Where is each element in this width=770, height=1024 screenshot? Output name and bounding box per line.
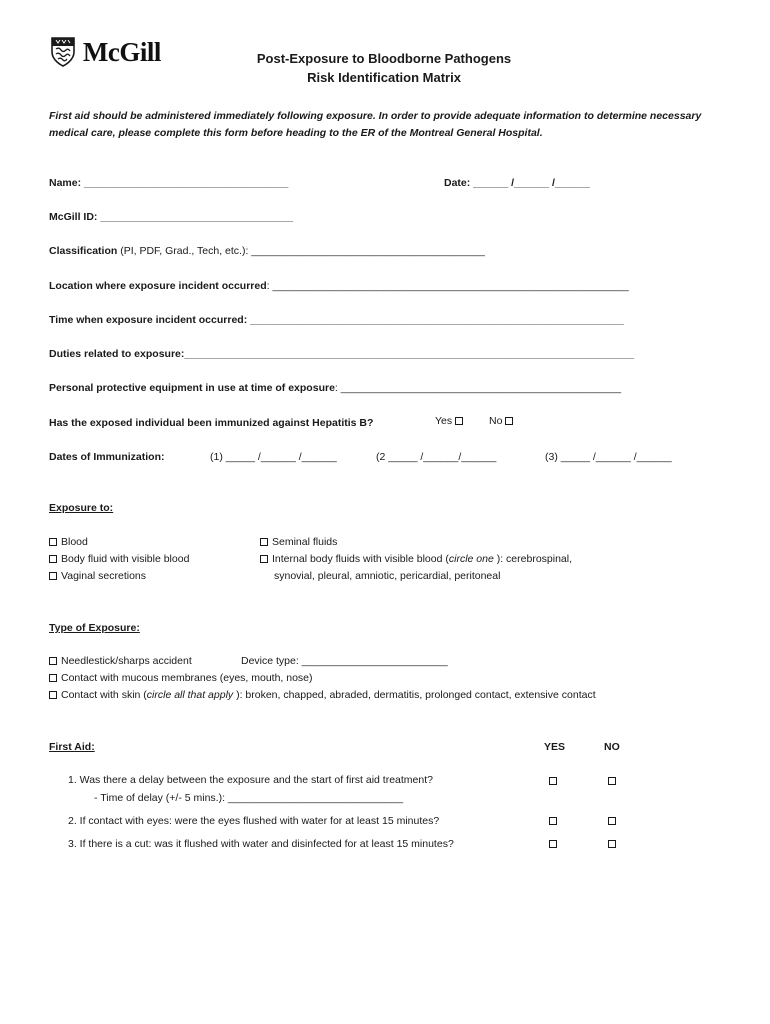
seminal-checkbox-icon[interactable] — [260, 538, 268, 546]
seminal-label: Seminal fluids — [272, 536, 338, 548]
classification-label: Classification — [49, 245, 118, 257]
q1-yes-checkbox-icon[interactable] — [549, 775, 561, 787]
mucous-label: Contact with mucous membranes (eyes, mouth, nose) — [61, 672, 313, 684]
internal-fluids-checkbox-icon[interactable] — [260, 555, 268, 563]
hepatitis-b-question: Has the exposed individual been immunized against Hepatitis B? — [49, 417, 374, 429]
first-aid-question-3: 3. If there is a cut: was it flushed with water and disinfected for at least 15 minutes? — [68, 838, 454, 850]
exposure-to-heading: Exposure to: — [49, 502, 114, 514]
classification-field[interactable] — [49, 245, 485, 257]
device-type-field[interactable]: Device type: _________________________ — [241, 655, 448, 667]
dates-of-immunization-label: Dates of Immunization: — [49, 451, 165, 463]
q2-no-checkbox-icon[interactable] — [608, 815, 620, 827]
duties-field[interactable]: Duties related to exposure:_____________________________________________________________________________ — [49, 348, 635, 360]
date-field[interactable]: Date: ______ /______ /______ — [444, 177, 590, 189]
yes-label: Yes — [435, 415, 453, 427]
name-field[interactable]: Name: ___________________________________ — [49, 177, 289, 189]
first-aid-heading: First Aid: — [49, 741, 95, 753]
q3-no-checkbox-icon[interactable] — [608, 838, 620, 850]
blood-checkbox-icon[interactable] — [49, 538, 57, 546]
type-of-exposure-heading: Type of Exposure: — [49, 622, 140, 634]
needlestick-label: Needlestick/sharps accident — [61, 655, 192, 667]
skin-checkbox-icon[interactable] — [49, 691, 57, 699]
page-title — [234, 51, 534, 85]
classification-line: (PI, PDF, Grad., Tech, etc.): ________________________________________ — [117, 245, 485, 257]
title-line-1: Post-Exposure to Bloodborne Pathogens — [256, 51, 512, 66]
exposure-internal-fluids-option[interactable] — [260, 553, 572, 565]
internal-fluids-label-end: ): cerebrospinal, — [493, 553, 573, 565]
skin-label-end: ): broken, chapped, abraded, dermatitis, prolonged contact, extensive contact — [233, 689, 596, 701]
mcgill-wordmark: McGill — [82, 37, 161, 67]
location-line: : _____________________________________________________________ — [266, 280, 629, 292]
skin-contact-option[interactable] — [49, 689, 596, 701]
mcgill-id-field[interactable]: McGill ID: _________________________________ — [49, 211, 294, 223]
immunization-date-2[interactable]: (2 _____ /______/______ — [376, 451, 497, 463]
location-field[interactable] — [49, 280, 629, 292]
yes-checkbox-icon[interactable] — [455, 417, 463, 425]
intro-instructions: First aid should be administered immediately following exposure. In order to provide adequate information to determine necessary medical care, please complete this form before heading to the ER of the Montreal General Hospital. — [49, 110, 702, 139]
immunization-date-3[interactable]: (3) _____ /______ /______ — [545, 451, 672, 463]
no-checkbox-icon[interactable] — [505, 417, 513, 425]
immunization-date-1[interactable]: (1) _____ /______ /______ — [210, 451, 337, 463]
exposure-body-fluid-option[interactable] — [49, 553, 189, 565]
hepatitis-b-no-option[interactable] — [489, 415, 517, 427]
hepatitis-b-yes-option[interactable] — [435, 415, 467, 427]
q2-yes-checkbox-icon[interactable] — [549, 815, 561, 827]
mucous-membranes-option[interactable] — [49, 672, 313, 684]
circle-all-note: circle all that apply — [146, 689, 234, 701]
first-aid-question-2: 2. If contact with eyes: were the eyes flushed with water for at least 15 minutes? — [68, 815, 440, 827]
q1-no-checkbox-icon[interactable] — [608, 775, 620, 787]
body-fluid-checkbox-icon[interactable] — [49, 555, 57, 563]
no-column-header: NO — [604, 741, 620, 753]
exposure-blood-option[interactable] — [49, 536, 88, 548]
yes-column-header: YES — [544, 741, 566, 753]
ppe-field[interactable] — [49, 382, 621, 394]
mcgill-logo — [50, 36, 161, 68]
q3-yes-checkbox-icon[interactable] — [549, 838, 561, 850]
vaginal-label: Vaginal secretions — [61, 570, 147, 582]
time-of-delay-field[interactable]: - Time of delay (+/- 5 mins.): ______________________________ — [94, 792, 404, 804]
exposure-seminal-option[interactable] — [260, 536, 337, 548]
skin-label: Contact with skin ( — [61, 689, 147, 701]
ppe-line: : ________________________________________________ — [334, 382, 622, 394]
time-field[interactable]: Time when exposure incident occurred: ________________________________________________________________ — [49, 314, 624, 326]
mucous-checkbox-icon[interactable] — [49, 674, 57, 682]
circle-one-note: circle one — [448, 553, 494, 565]
vaginal-checkbox-icon[interactable] — [49, 572, 57, 580]
no-label: No — [489, 415, 503, 427]
exposure-vaginal-option[interactable] — [49, 570, 146, 582]
body-fluid-label: Body fluid with visible blood — [61, 553, 190, 565]
internal-fluids-label: Internal body fluids with visible blood ( — [272, 553, 449, 565]
first-aid-question-1: 1. Was there a delay between the exposure and the start of first aid treatment? — [68, 774, 433, 786]
blood-label: Blood — [61, 536, 88, 548]
needlestick-checkbox-icon[interactable] — [49, 657, 57, 665]
mcgill-crest-icon — [50, 36, 76, 68]
title-line-2: Risk Identification Matrix — [307, 70, 461, 85]
ppe-label: Personal protective equipment in use at time of exposure — [49, 382, 335, 394]
internal-fluids-list: synovial, pleural, amniotic, pericardial, peritoneal — [274, 570, 501, 582]
location-label: Location where exposure incident occurred — [49, 280, 267, 292]
needlestick-option[interactable] — [49, 655, 192, 667]
